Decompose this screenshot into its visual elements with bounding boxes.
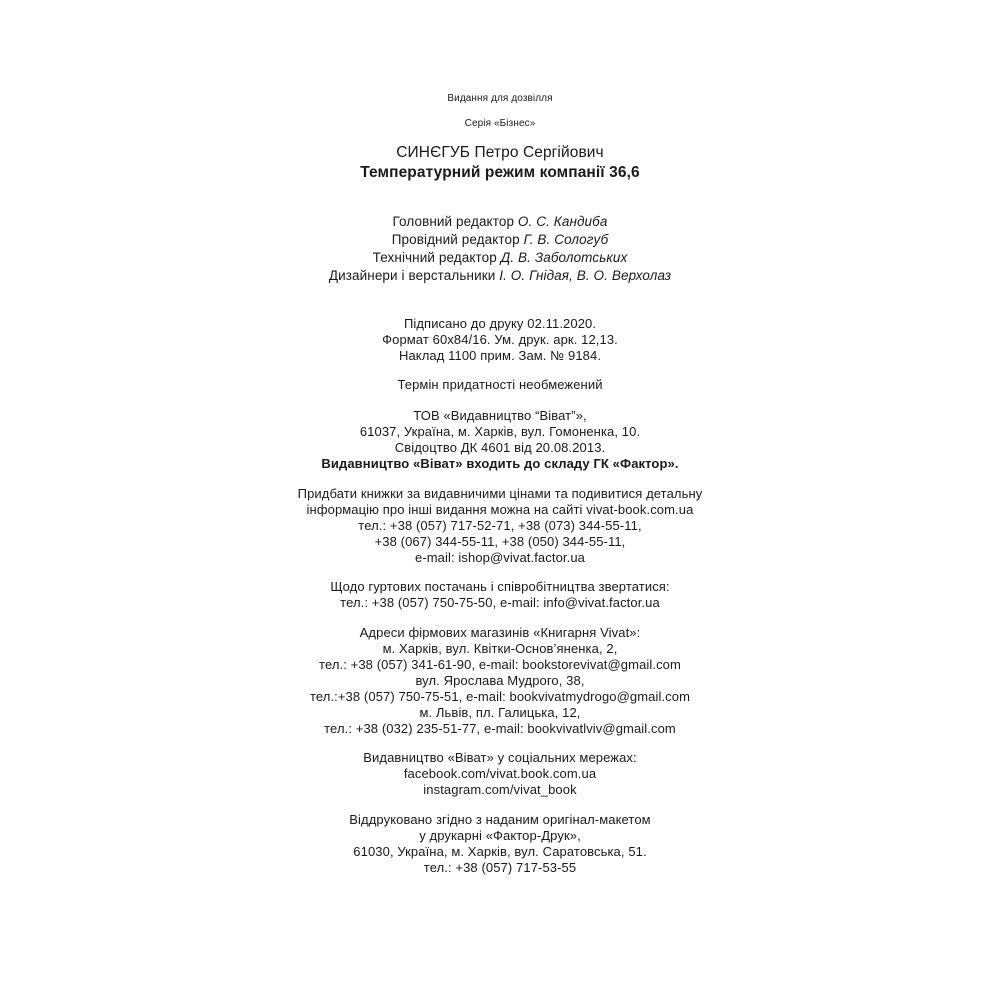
staff-name: Г. В. Сологуб [523,232,609,247]
printer-line: тел.: +38 (057) 717-53-55 [423,860,577,875]
publisher-address: 61037, Україна, м. Харків, вул. Гомоненка, 10. [359,424,641,439]
shelf-life: Термін придатності необмежений [397,377,603,392]
publisher-certificate: Свідоцтво ДК 4601 від 20.08.2013. [394,440,606,455]
stores-line: вул. Ярослава Мудрого, 38, [415,673,585,688]
staff-name: О. С. Кандиба [517,214,608,229]
staff-role: Технічний редактор [372,250,497,265]
staff-chief-editor [0,213,1000,230]
circulation: Наклад 1100 прим. Зам. № 9184. [398,348,602,363]
edition-type: Видання для дозвілля [447,93,553,104]
book-author: СИНЄГУБ Петро Сергійович [396,144,604,161]
staff-designers [0,267,1000,284]
shop-line: інформацію про інші видання можна на сайті vivat-book.com.ua [306,502,694,517]
staff-name: Д. В. Заболотських [500,250,628,265]
printer-line: 61030, Україна, м. Харків, вул. Саратовська, 51. [353,844,647,859]
shop-line: +38 (067) 344-55-11, +38 (050) 344-55-11, [374,534,626,549]
social-line: instagram.com/vivat_book [423,782,577,797]
stores-line: тел.: +38 (032) 235-51-77, e-mail: bookvivatlviv@gmail.com [324,721,676,736]
book-title: Температурний режим компанії 36,6 [360,164,640,181]
wholesale-line: Щодо гуртових постачань і співробітництва звертатися: [330,579,670,594]
social-line: Видавництво «Віват» у соціальних мережах: [363,750,637,765]
staff-lead-editor [0,231,1000,248]
staff-role: Головний редактор [392,214,515,229]
stores-line: м. Львів, пл. Галицька, 12, [419,705,581,720]
shop-line: тел.: +38 (057) 717-52-71, +38 (073) 344-55-11, [358,518,642,533]
printer-line: Віддруковано згідно з наданим оригінал-макетом [349,812,651,827]
shop-line: e-mail: ishop@vivat.factor.ua [414,550,585,565]
printer-line: у друкарні «Фактор-Друк», [419,828,581,843]
staff-tech-editor [0,249,1000,266]
print-format: Формат 60х84/16. Ум. друк. арк. 12,13. [382,332,618,347]
shop-line: Придбати книжки за видавничими цінами та подивитися детальну [297,486,703,501]
staff-name: І. О. Гнідая, В. О. Верхолаз [499,268,672,283]
staff-role: Провідний редактор [391,232,520,247]
staff-role: Дизайнери і верстальники [328,268,496,283]
social-line: facebook.com/vivat.book.com.ua [403,766,597,781]
signed-for-print: Підписано до друку 02.11.2020. [403,316,597,331]
publisher-group-note: Видавництво «Віват» входить до складу ГК «Фактор». [321,456,679,471]
stores-line: Адреси фірмових магазинів «Книгарня Vivat»: [359,625,641,640]
wholesale-line: тел.: +38 (057) 750-75-50, e-mail: info@vivat.factor.ua [340,595,660,610]
publisher-name: ТОВ «Видавництво “Віват”», [413,408,587,423]
stores-line: м. Харків, вул. Квітки-Основ’яненка, 2, [382,641,618,656]
stores-line: тел.: +38 (057) 341-61-90, e-mail: bookstorevivat@gmail.com [319,657,681,672]
stores-line: тел.:+38 (057) 750-75-51, e-mail: bookvivatmydrogo@gmail.com [309,689,691,704]
series: Серія «Бізнес» [464,118,536,129]
